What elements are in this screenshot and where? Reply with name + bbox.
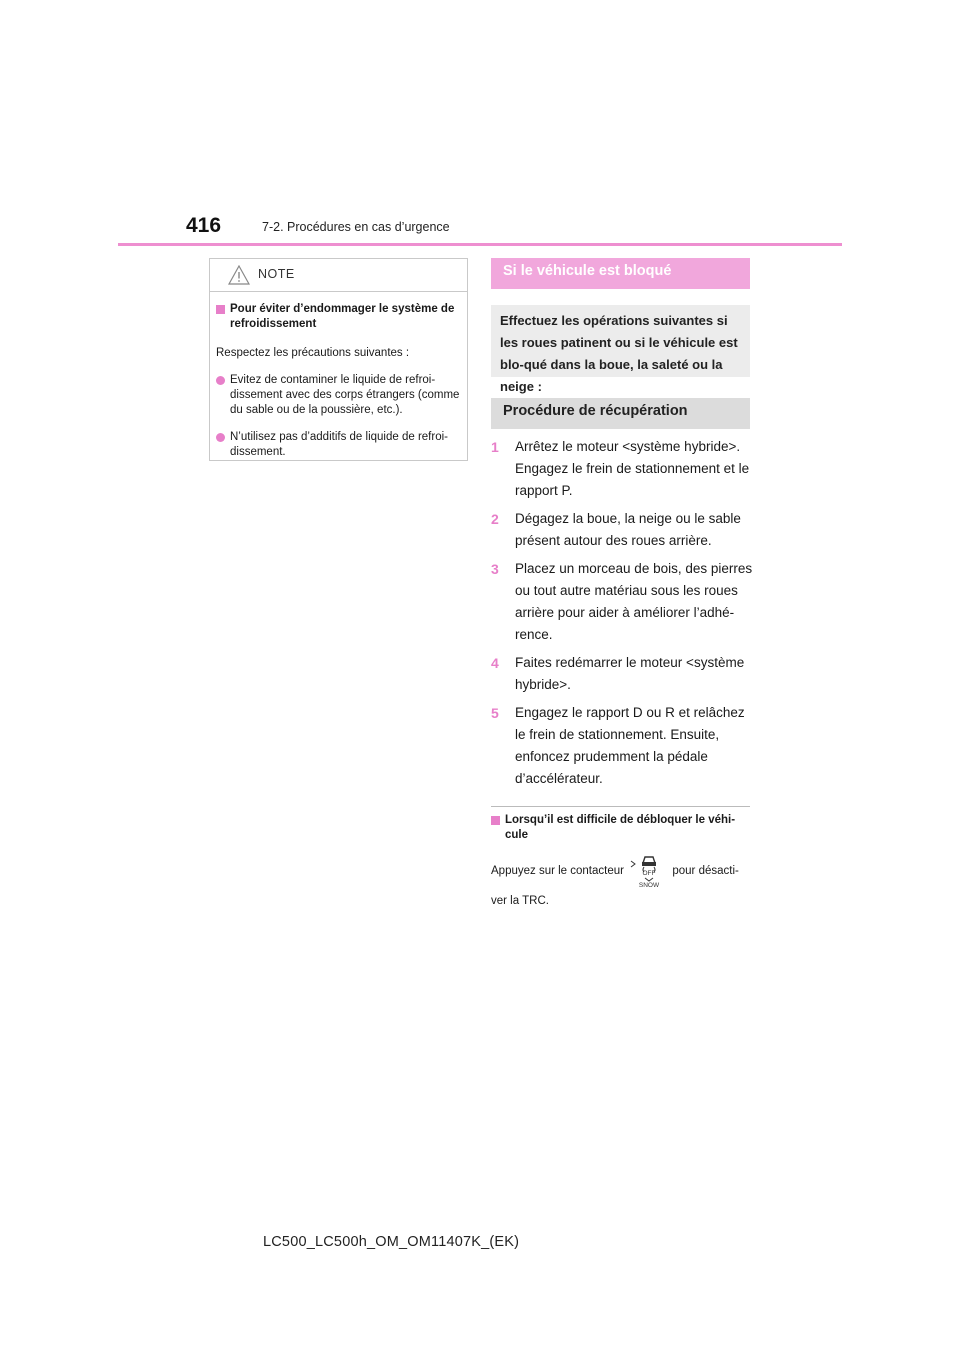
step-item	[491, 702, 753, 790]
square-bullet-icon	[216, 305, 225, 314]
section-title: Si le véhicule est bloqué	[491, 258, 750, 289]
warning-icon	[228, 265, 250, 285]
page-number: 416	[186, 214, 222, 237]
header-divider	[118, 243, 842, 246]
step-number: 1	[491, 439, 499, 455]
square-bullet-icon	[491, 816, 500, 825]
hint-text: Appuyez sur le contacteur OFF SNOW pour désacti-ver la TRC.	[491, 853, 753, 913]
step-item	[491, 508, 753, 552]
procedure-title: Procédure de récupération	[491, 398, 750, 429]
svg-text:OFF: OFF	[642, 870, 656, 877]
step-number: 3	[491, 561, 499, 577]
svg-text:SNOW: SNOW	[639, 882, 660, 889]
footer-doc-code: LC500_LC500h_OM_OM11407K_(EK)	[263, 1234, 520, 1250]
hint-divider	[491, 806, 750, 807]
step-number: 5	[491, 705, 499, 721]
step-item	[491, 652, 753, 696]
hint-title: Lorsqu’il est difficile de débloquer le véhi-cule	[491, 813, 750, 843]
note-bullet: Evitez de contaminer le liquide de refroi-dissement avec des corps étrangers (comme du sable ou de la poussière, etc.).	[216, 373, 461, 418]
trc-off-snow-icon	[629, 853, 667, 889]
step-text: Dégagez la boue, la neige ou le sable présent autour des roues arrière.	[515, 511, 741, 548]
note-box	[209, 258, 468, 461]
note-header	[210, 259, 467, 292]
note-body	[210, 302, 467, 460]
step-text: Placez un morceau de bois, des pierres ou tout autre matériau sous les roues arrière pour aider à améliorer l’adhé-rence.	[515, 561, 753, 642]
note-intro: Respectez les précautions suivantes :	[216, 347, 410, 359]
procedure-steps	[491, 436, 753, 796]
step-text: Engagez le rapport D ou R et relâchez le frein de stationnement. Ensuite, enfoncez prudemment la pédale d’accélérateur.	[515, 705, 745, 786]
section-breadcrumb: 7-2. Procédures en cas d’urgence	[262, 220, 450, 234]
step-text: Faites redémarrer le moteur <système hybride>.	[515, 655, 745, 692]
intro-box: Effectuez les opérations suivantes si les roues patinent ou si le véhicule est blo-qué dans la boue, la saleté ou la neige :	[491, 305, 750, 377]
note-subheading: Pour éviter d’endommager le système de refroidissement	[216, 302, 461, 332]
step-text: Arrêtez le moteur <système hybride>. Engagez le frein de stationnement et le rapport P.	[515, 439, 750, 498]
step-item	[491, 436, 753, 502]
round-bullet-icon	[216, 376, 225, 385]
note-bullet: N’utilisez pas d’additifs de liquide de refroi-dissement.	[216, 430, 461, 460]
step-number: 4	[491, 655, 499, 671]
step-item	[491, 558, 753, 646]
step-number: 2	[491, 511, 499, 527]
round-bullet-icon	[216, 433, 225, 442]
note-title: NOTE	[258, 267, 295, 281]
